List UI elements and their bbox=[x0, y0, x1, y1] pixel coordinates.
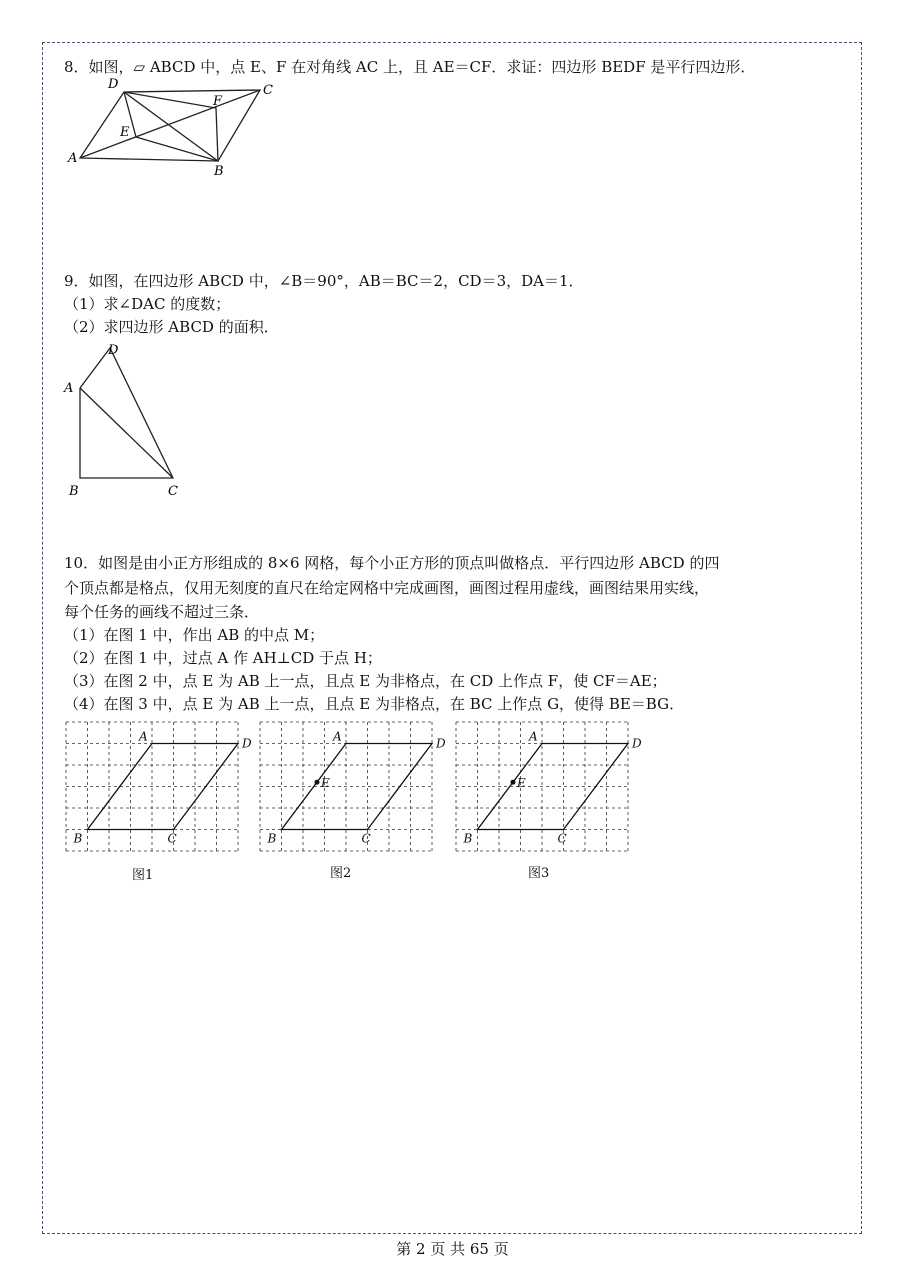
label-b: B bbox=[267, 831, 277, 846]
label-e: E bbox=[120, 125, 130, 140]
page-footer: 第 2 页 共 65 页 bbox=[396, 1240, 509, 1258]
figure-1-caption: 图1 bbox=[132, 868, 154, 883]
label-a: A bbox=[333, 729, 342, 744]
problem-8-text: 8．如图，▱ ABCD 中，点 E、F 在对角线 AC 上，且 AE＝CF．求证：四边形 BEDF 是平行四边形． bbox=[64, 58, 756, 76]
label-d: D bbox=[242, 736, 252, 751]
label-b: B bbox=[69, 484, 79, 499]
problem-8-figure bbox=[60, 78, 290, 178]
grid-figure-2 bbox=[260, 722, 446, 850]
label-c: C bbox=[361, 831, 371, 846]
label-a: A bbox=[529, 729, 538, 744]
label-c: C bbox=[557, 831, 567, 846]
label-c: C bbox=[168, 484, 178, 499]
label-b: B bbox=[463, 831, 473, 846]
diagonal-ac bbox=[80, 388, 173, 478]
diagonal-bd bbox=[124, 92, 218, 161]
label-c: C bbox=[263, 83, 273, 98]
problem-10-q1: （1）在图 1 中，作出 AB 的中点 M； bbox=[64, 626, 325, 644]
problem-9-q2: （2）求四边形 ABCD 的面积． bbox=[64, 318, 279, 336]
problem-10-q2: （2）在图 1 中，过点 A 作 AH⊥CD 于点 H； bbox=[64, 649, 382, 667]
problem-10-q4: （4）在图 3 中，点 E 为 AB 上一点，且点 E 为非格点，在 BC 上作点 G，使得 BE＝BG． bbox=[64, 695, 685, 713]
label-b: B bbox=[73, 831, 83, 846]
label-a: A bbox=[64, 381, 74, 396]
problem-9-q1: （1）求∠DAC 的度数； bbox=[64, 295, 231, 313]
label-d: D bbox=[108, 77, 119, 92]
label-a: A bbox=[139, 729, 148, 744]
quadrilateral-abcd bbox=[80, 348, 173, 478]
label-f: F bbox=[213, 94, 223, 109]
label-e: E bbox=[516, 776, 526, 791]
grid-figure-3 bbox=[456, 722, 642, 850]
grid-figure-1 bbox=[66, 722, 252, 850]
label-d: D bbox=[632, 736, 642, 751]
label-d: D bbox=[108, 343, 119, 358]
figure-3-caption: 图3 bbox=[528, 866, 550, 881]
problem-10-text-1: 10．如图是由小正方形组成的 8×6 网格，每个小正方形的顶点叫做格点．平行四边形 ABCD 的四 bbox=[64, 554, 720, 572]
label-a: A bbox=[68, 151, 78, 166]
problem-10-text-3: 每个任务的画线不超过三条． bbox=[64, 603, 260, 621]
figure-2-caption: 图2 bbox=[330, 866, 352, 881]
label-b: B bbox=[214, 164, 224, 179]
label-d: D bbox=[436, 736, 446, 751]
point-e bbox=[510, 780, 515, 785]
problem-9-figure bbox=[60, 340, 200, 505]
point-e bbox=[314, 780, 319, 785]
label-c: C bbox=[167, 831, 177, 846]
problem-9-text: 9．如图，在四边形 ABCD 中，∠B＝90°，AB＝BC＝2，CD＝3，DA＝1． bbox=[64, 272, 584, 290]
problem-10-text-2: 个顶点都是格点，仅用无刻度的直尺在给定网格中完成画图，画图过程用虚线，画图结果用实线， bbox=[64, 579, 710, 597]
problem-10-q3: （3）在图 2 中，点 E 为 AB 上一点，且点 E 为非格点，在 CD 上作点 F，使 CF＝AE； bbox=[64, 672, 667, 690]
label-e: E bbox=[320, 776, 330, 791]
